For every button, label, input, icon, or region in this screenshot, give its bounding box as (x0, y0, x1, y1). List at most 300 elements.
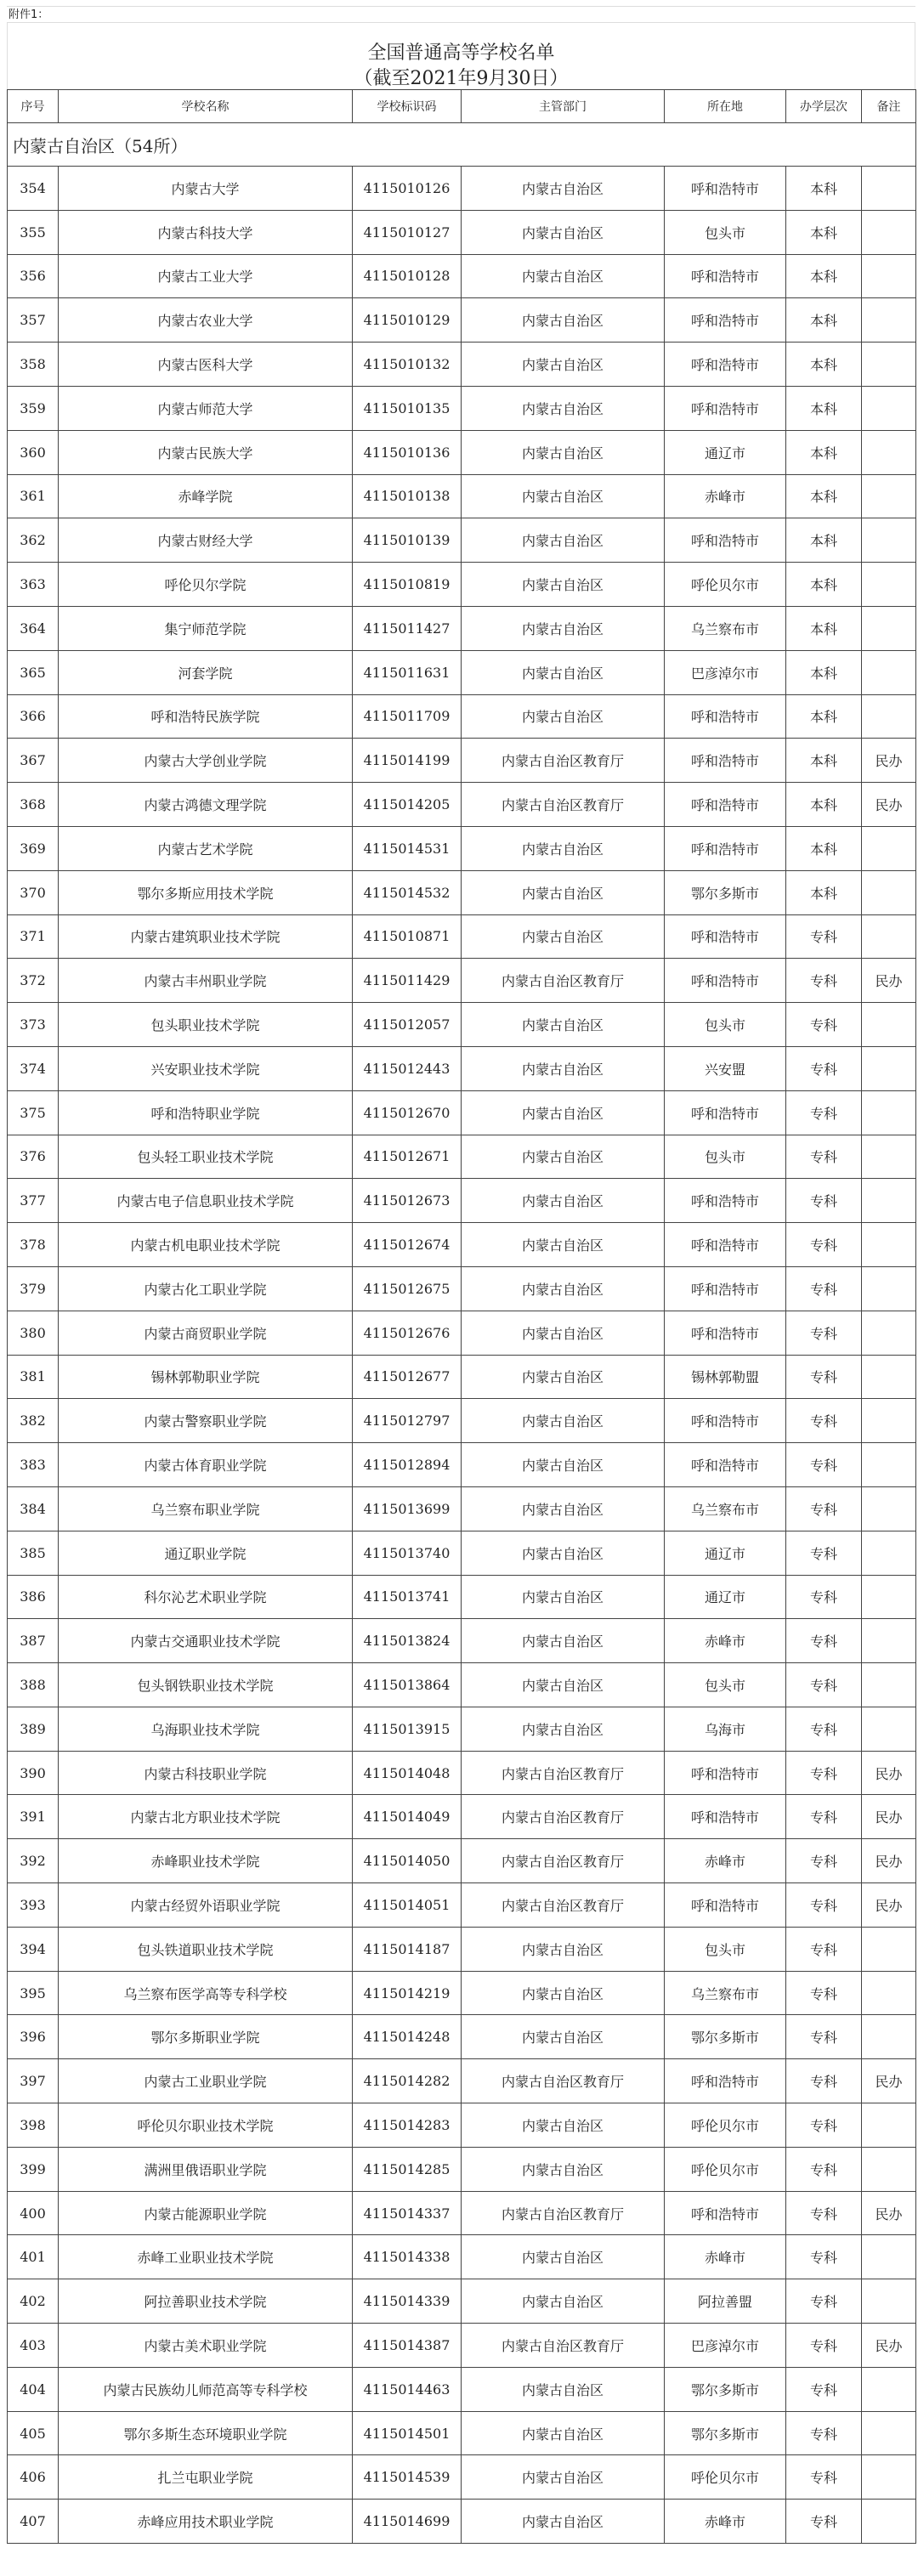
cell-department: 内蒙古自治区 (462, 343, 665, 387)
cell-note (862, 1135, 916, 1179)
cell-note: 民办 (862, 1883, 916, 1928)
table-row (8, 1751, 916, 1795)
cell-school-name: 内蒙古农业大学 (59, 298, 353, 343)
cell-index: 384 (8, 1486, 59, 1531)
cell-location: 包头市 (665, 210, 786, 254)
cell-level: 专科 (786, 1311, 862, 1355)
cell-department: 内蒙古自治区教育厅 (462, 2059, 665, 2103)
cell-department: 内蒙古自治区 (462, 1443, 665, 1487)
cell-note (862, 1575, 916, 1619)
table-row (8, 1223, 916, 1267)
cell-school-code: 4115012671 (353, 1135, 462, 1179)
cell-department: 内蒙古自治区 (462, 1223, 665, 1267)
cell-note (862, 210, 916, 254)
cell-note: 民办 (862, 959, 916, 1003)
cell-index: 403 (8, 2324, 59, 2368)
table-row (8, 386, 916, 430)
cell-note (862, 1179, 916, 1223)
cell-department: 内蒙古自治区 (462, 2455, 665, 2500)
cell-index: 402 (8, 2279, 59, 2324)
cell-school-code: 4115014699 (353, 2500, 462, 2544)
cell-index: 378 (8, 1223, 59, 1267)
table-row (8, 210, 916, 254)
cell-school-name: 内蒙古体育职业学院 (59, 1443, 353, 1487)
cell-level: 专科 (786, 1839, 862, 1883)
cell-location: 呼和浩特市 (665, 167, 786, 211)
table-row (8, 1311, 916, 1355)
cell-department: 内蒙古自治区教育厅 (462, 783, 665, 827)
cell-school-code: 4115014387 (353, 2324, 462, 2368)
cell-index: 406 (8, 2455, 59, 2500)
cell-school-name: 乌海职业技术学院 (59, 1707, 353, 1751)
table-row (8, 606, 916, 650)
cell-school-name: 集宁师范学院 (59, 606, 353, 650)
cell-school-code: 4115014187 (353, 1927, 462, 1971)
cell-school-name: 内蒙古大学创业学院 (59, 739, 353, 783)
cell-note (862, 870, 916, 914)
table-row (8, 2367, 916, 2411)
cell-level: 专科 (786, 2147, 862, 2191)
cell-department: 内蒙古自治区 (462, 694, 665, 739)
cell-school-name: 内蒙古科技职业学院 (59, 1751, 353, 1795)
cell-location: 呼伦贝尔市 (665, 2103, 786, 2148)
cell-school-name: 内蒙古美术职业学院 (59, 2324, 353, 2368)
cell-index: 359 (8, 386, 59, 430)
cell-location: 呼和浩特市 (665, 254, 786, 298)
table-row (8, 2324, 916, 2368)
cell-note (862, 606, 916, 650)
cell-school-name: 内蒙古工业大学 (59, 254, 353, 298)
cell-school-code: 4115014285 (353, 2147, 462, 2191)
table-row (8, 1179, 916, 1223)
cell-department: 内蒙古自治区 (462, 474, 665, 518)
cell-school-code: 4115014337 (353, 2191, 462, 2235)
cell-note (862, 2367, 916, 2411)
cell-level: 专科 (786, 1179, 862, 1223)
cell-level: 专科 (786, 1619, 862, 1663)
table-row (8, 1663, 916, 1707)
cell-index: 405 (8, 2411, 59, 2455)
table-row (8, 1046, 916, 1090)
cell-index: 381 (8, 1355, 59, 1399)
cell-note (862, 914, 916, 959)
cell-school-code: 4115013740 (353, 1531, 462, 1575)
cell-note (862, 1619, 916, 1663)
cell-department: 内蒙古自治区 (462, 1531, 665, 1575)
cell-location: 呼和浩特市 (665, 1223, 786, 1267)
cell-level: 专科 (786, 1795, 862, 1839)
cell-department: 内蒙古自治区 (462, 826, 665, 870)
cell-level: 本科 (786, 210, 862, 254)
table-row (8, 1355, 916, 1399)
cell-location: 赤峰市 (665, 474, 786, 518)
cell-level: 专科 (786, 1266, 862, 1311)
table-row (8, 1399, 916, 1443)
cell-school-name: 内蒙古商贸职业学院 (59, 1311, 353, 1355)
table-row (8, 1575, 916, 1619)
cell-school-code: 4115011631 (353, 650, 462, 694)
table-row (8, 2411, 916, 2455)
cell-index: 362 (8, 518, 59, 563)
cell-school-code: 4115014539 (353, 2455, 462, 2500)
cell-school-name: 阿拉善职业技术学院 (59, 2279, 353, 2324)
cell-level: 专科 (786, 1883, 862, 1928)
cell-level: 本科 (786, 783, 862, 827)
cell-school-code: 4115014051 (353, 1883, 462, 1928)
table-row (8, 1839, 916, 1883)
cell-index: 407 (8, 2500, 59, 2544)
cell-location: 锡林郭勒盟 (665, 1355, 786, 1399)
cell-school-code: 4115014531 (353, 826, 462, 870)
cell-school-code: 4115014501 (353, 2411, 462, 2455)
header-location: 所在地 (665, 90, 786, 123)
cell-department: 内蒙古自治区 (462, 1399, 665, 1443)
cell-location: 呼和浩特市 (665, 1090, 786, 1135)
cell-note: 民办 (862, 2191, 916, 2235)
cell-index: 377 (8, 1179, 59, 1223)
cell-index: 375 (8, 1090, 59, 1135)
cell-level: 本科 (786, 254, 862, 298)
cell-level: 本科 (786, 650, 862, 694)
table-row (8, 1090, 916, 1135)
cell-department: 内蒙古自治区教育厅 (462, 1795, 665, 1839)
cell-school-code: 4115012894 (353, 1443, 462, 1487)
cell-level: 专科 (786, 1927, 862, 1971)
header-school-name: 学校名称 (59, 90, 353, 123)
table-row (8, 2455, 916, 2500)
cell-location: 呼和浩特市 (665, 1443, 786, 1487)
cell-index: 385 (8, 1531, 59, 1575)
cell-school-code: 4115012670 (353, 1090, 462, 1135)
cell-school-name: 内蒙古建筑职业技术学院 (59, 914, 353, 959)
cell-level: 本科 (786, 563, 862, 607)
cell-location: 兴安盟 (665, 1046, 786, 1090)
table-row (8, 254, 916, 298)
cell-note (862, 2235, 916, 2279)
cell-note (862, 1090, 916, 1135)
cell-level: 专科 (786, 2103, 862, 2148)
cell-location: 鄂尔多斯市 (665, 2015, 786, 2059)
cell-note (862, 474, 916, 518)
cell-school-code: 4115012443 (353, 1046, 462, 1090)
cell-school-code: 4115011709 (353, 694, 462, 739)
cell-department: 内蒙古自治区 (462, 1663, 665, 1707)
cell-school-name: 赤峰学院 (59, 474, 353, 518)
cell-level: 专科 (786, 1971, 862, 2015)
cell-note (862, 1486, 916, 1531)
cell-index: 354 (8, 167, 59, 211)
cell-index: 392 (8, 1839, 59, 1883)
cell-index: 371 (8, 914, 59, 959)
cell-level: 专科 (786, 2015, 862, 2059)
cell-index: 369 (8, 826, 59, 870)
cell-note (862, 2455, 916, 2500)
cell-level: 专科 (786, 1399, 862, 1443)
cell-location: 呼和浩特市 (665, 914, 786, 959)
cell-location: 呼和浩特市 (665, 826, 786, 870)
cell-school-code: 4115011429 (353, 959, 462, 1003)
cell-school-code: 4115013864 (353, 1663, 462, 1707)
cell-note (862, 563, 916, 607)
cell-department: 内蒙古自治区 (462, 430, 665, 474)
cell-level: 专科 (786, 2367, 862, 2411)
cell-department: 内蒙古自治区 (462, 210, 665, 254)
cell-school-name: 河套学院 (59, 650, 353, 694)
cell-level: 专科 (786, 1090, 862, 1135)
cell-school-name: 内蒙古医科大学 (59, 343, 353, 387)
cell-department: 内蒙古自治区 (462, 2103, 665, 2148)
table-row (8, 1971, 916, 2015)
cell-school-name: 内蒙古化工职业学院 (59, 1266, 353, 1311)
table-row (8, 1707, 916, 1751)
cell-level: 专科 (786, 1707, 862, 1751)
cell-department: 内蒙古自治区 (462, 2411, 665, 2455)
cell-school-code: 4115012057 (353, 1003, 462, 1047)
cell-location: 呼和浩特市 (665, 959, 786, 1003)
cell-index: 370 (8, 870, 59, 914)
cell-school-name: 内蒙古大学 (59, 167, 353, 211)
cell-school-name: 包头职业技术学院 (59, 1003, 353, 1047)
cell-note (862, 1046, 916, 1090)
attachment-label: 附件1： (7, 6, 915, 23)
cell-school-code: 4115012677 (353, 1355, 462, 1399)
cell-level: 专科 (786, 2191, 862, 2235)
cell-department: 内蒙古自治区 (462, 254, 665, 298)
table-row (8, 1003, 916, 1047)
cell-school-name: 内蒙古鸿德文理学院 (59, 783, 353, 827)
cell-school-name: 兴安职业技术学院 (59, 1046, 353, 1090)
cell-note: 民办 (862, 1839, 916, 1883)
cell-location: 乌兰察布市 (665, 606, 786, 650)
table-row (8, 2279, 916, 2324)
cell-location: 通辽市 (665, 1575, 786, 1619)
cell-note (862, 2279, 916, 2324)
cell-school-name: 内蒙古电子信息职业技术学院 (59, 1179, 353, 1223)
cell-location: 通辽市 (665, 430, 786, 474)
cell-level: 本科 (786, 386, 862, 430)
cell-index: 365 (8, 650, 59, 694)
table-row (8, 1266, 916, 1311)
cell-location: 呼伦贝尔市 (665, 2455, 786, 2500)
cell-location: 包头市 (665, 1135, 786, 1179)
cell-location: 包头市 (665, 1663, 786, 1707)
cell-note (862, 2103, 916, 2148)
cell-school-code: 4115014219 (353, 1971, 462, 2015)
table-row (8, 1927, 916, 1971)
cell-note: 民办 (862, 2059, 916, 2103)
header-department: 主管部门 (462, 90, 665, 123)
cell-location: 呼和浩特市 (665, 386, 786, 430)
cell-school-name: 内蒙古师范大学 (59, 386, 353, 430)
cell-index: 386 (8, 1575, 59, 1619)
cell-school-code: 4115010126 (353, 167, 462, 211)
cell-index: 390 (8, 1751, 59, 1795)
cell-note (862, 298, 916, 343)
cell-school-code: 4115010138 (353, 474, 462, 518)
cell-school-name: 包头轻工职业技术学院 (59, 1135, 353, 1179)
cell-note (862, 343, 916, 387)
cell-index: 399 (8, 2147, 59, 2191)
cell-level: 专科 (786, 1223, 862, 1267)
cell-school-code: 4115012674 (353, 1223, 462, 1267)
cell-school-name: 内蒙古机电职业技术学院 (59, 1223, 353, 1267)
cell-school-name: 满洲里俄语职业学院 (59, 2147, 353, 2191)
cell-location: 呼和浩特市 (665, 2191, 786, 2235)
cell-school-code: 4115010871 (353, 914, 462, 959)
cell-school-name: 包头铁道职业技术学院 (59, 1927, 353, 1971)
cell-location: 呼和浩特市 (665, 1751, 786, 1795)
cell-index: 373 (8, 1003, 59, 1047)
cell-school-name: 赤峰职业技术学院 (59, 1839, 353, 1883)
cell-department: 内蒙古自治区教育厅 (462, 1839, 665, 1883)
cell-school-code: 4115014205 (353, 783, 462, 827)
cell-school-code: 4115013741 (353, 1575, 462, 1619)
cell-school-name: 扎兰屯职业学院 (59, 2455, 353, 2500)
cell-index: 383 (8, 1443, 59, 1487)
table-row (8, 1531, 916, 1575)
cell-school-name: 内蒙古工业职业学院 (59, 2059, 353, 2103)
cell-level: 专科 (786, 1575, 862, 1619)
cell-note (862, 1927, 916, 1971)
header-note: 备注 (862, 90, 916, 123)
cell-school-name: 内蒙古民族大学 (59, 430, 353, 474)
cell-school-name: 呼和浩特民族学院 (59, 694, 353, 739)
cell-department: 内蒙古自治区 (462, 386, 665, 430)
table-row (8, 167, 916, 211)
cell-note (862, 430, 916, 474)
cell-location: 阿拉善盟 (665, 2279, 786, 2324)
table-row (8, 2500, 916, 2544)
cell-department: 内蒙古自治区 (462, 606, 665, 650)
cell-school-code: 4115010129 (353, 298, 462, 343)
cell-level: 本科 (786, 298, 862, 343)
cell-index: 388 (8, 1663, 59, 1707)
cell-location: 赤峰市 (665, 2500, 786, 2544)
cell-school-code: 4115014283 (353, 2103, 462, 2148)
cell-location: 包头市 (665, 1003, 786, 1047)
cell-department: 内蒙古自治区 (462, 1575, 665, 1619)
cell-index: 396 (8, 2015, 59, 2059)
cell-note: 民办 (862, 1795, 916, 1839)
table-row (8, 783, 916, 827)
cell-department: 内蒙古自治区 (462, 2015, 665, 2059)
cell-department: 内蒙古自治区教育厅 (462, 739, 665, 783)
cell-index: 364 (8, 606, 59, 650)
cell-level: 本科 (786, 826, 862, 870)
cell-department: 内蒙古自治区教育厅 (462, 1883, 665, 1928)
cell-location: 呼和浩特市 (665, 298, 786, 343)
cell-index: 397 (8, 2059, 59, 2103)
cell-school-name: 呼伦贝尔学院 (59, 563, 353, 607)
cell-school-name: 通辽职业学院 (59, 1531, 353, 1575)
section-row (8, 123, 916, 167)
cell-location: 巴彦淖尔市 (665, 2324, 786, 2368)
header-level: 办学层次 (786, 90, 862, 123)
cell-location: 鄂尔多斯市 (665, 2411, 786, 2455)
cell-index: 376 (8, 1135, 59, 1179)
cell-location: 呼和浩特市 (665, 518, 786, 563)
cell-note (862, 826, 916, 870)
cell-level: 专科 (786, 1135, 862, 1179)
schools-table (7, 89, 916, 2544)
cell-level: 本科 (786, 474, 862, 518)
cell-level: 专科 (786, 2279, 862, 2324)
cell-note (862, 2411, 916, 2455)
cell-location: 通辽市 (665, 1531, 786, 1575)
cell-level: 本科 (786, 343, 862, 387)
cell-school-name: 内蒙古经贸外语职业学院 (59, 1883, 353, 1928)
cell-school-code: 4115012676 (353, 1311, 462, 1355)
section-title: 内蒙古自治区（54所） (8, 123, 916, 167)
cell-index: 404 (8, 2367, 59, 2411)
cell-school-code: 4115010135 (353, 386, 462, 430)
cell-department: 内蒙古自治区 (462, 563, 665, 607)
cell-school-code: 4115014532 (353, 870, 462, 914)
cell-level: 本科 (786, 694, 862, 739)
cell-index: 367 (8, 739, 59, 783)
cell-level: 专科 (786, 2455, 862, 2500)
cell-location: 呼和浩特市 (665, 694, 786, 739)
table-row (8, 1795, 916, 1839)
cell-location: 巴彦淖尔市 (665, 650, 786, 694)
cell-level: 本科 (786, 430, 862, 474)
cell-school-code: 4115014339 (353, 2279, 462, 2324)
cell-school-code: 4115014048 (353, 1751, 462, 1795)
table-row (8, 2235, 916, 2279)
table-header-row (8, 90, 916, 123)
cell-school-code: 4115012673 (353, 1179, 462, 1223)
cell-department: 内蒙古自治区 (462, 298, 665, 343)
cell-note (862, 167, 916, 211)
cell-location: 鄂尔多斯市 (665, 2367, 786, 2411)
header-index: 序号 (8, 90, 59, 123)
cell-department: 内蒙古自治区 (462, 650, 665, 694)
cell-school-code: 4115014199 (353, 739, 462, 783)
cell-location: 呼伦贝尔市 (665, 563, 786, 607)
cell-department: 内蒙古自治区 (462, 2235, 665, 2279)
table-row (8, 1486, 916, 1531)
cell-index: 363 (8, 563, 59, 607)
table-row (8, 298, 916, 343)
cell-department: 内蒙古自治区 (462, 167, 665, 211)
cell-note (862, 650, 916, 694)
cell-index: 360 (8, 430, 59, 474)
cell-school-code: 4115014049 (353, 1795, 462, 1839)
cell-level: 专科 (786, 1355, 862, 1399)
table-row (8, 2191, 916, 2235)
cell-index: 366 (8, 694, 59, 739)
cell-note (862, 1531, 916, 1575)
table-row (8, 1135, 916, 1179)
cell-school-name: 鄂尔多斯生态环境职业学院 (59, 2411, 353, 2455)
cell-level: 专科 (786, 1751, 862, 1795)
cell-level: 本科 (786, 518, 862, 563)
cell-index: 357 (8, 298, 59, 343)
cell-location: 赤峰市 (665, 2235, 786, 2279)
cell-location: 乌兰察布市 (665, 1486, 786, 1531)
table-row (8, 343, 916, 387)
cell-school-name: 包头钢铁职业技术学院 (59, 1663, 353, 1707)
cell-department: 内蒙古自治区 (462, 1707, 665, 1751)
cell-location: 鄂尔多斯市 (665, 870, 786, 914)
cell-school-name: 内蒙古财经大学 (59, 518, 353, 563)
cell-school-name: 赤峰工业职业技术学院 (59, 2235, 353, 2279)
cell-level: 专科 (786, 1003, 862, 1047)
cell-department: 内蒙古自治区 (462, 1090, 665, 1135)
table-row (8, 518, 916, 563)
cell-department: 内蒙古自治区 (462, 2279, 665, 2324)
cell-department: 内蒙古自治区 (462, 1355, 665, 1399)
